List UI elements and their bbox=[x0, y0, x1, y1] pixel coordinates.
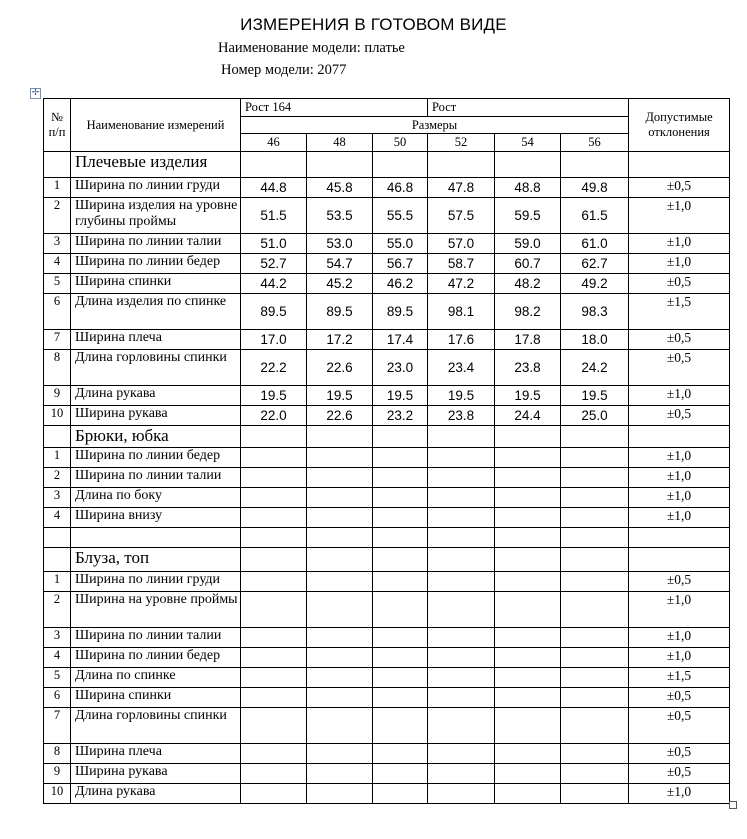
row-number: 2 bbox=[44, 198, 71, 234]
measurement-name: Ширина по линии талии bbox=[71, 468, 241, 488]
empty-cell bbox=[428, 152, 495, 178]
table-row bbox=[44, 744, 730, 764]
table-row bbox=[44, 294, 730, 330]
size-header: 48 bbox=[307, 134, 373, 152]
tolerance-value: ±1,0 bbox=[629, 592, 730, 628]
row-number: 7 bbox=[44, 330, 71, 350]
row-number: 1 bbox=[44, 572, 71, 592]
table-row bbox=[44, 468, 730, 488]
section-title: Блуза, топ bbox=[71, 548, 241, 572]
measurement-name: Длина по спинке bbox=[71, 668, 241, 688]
empty-cell bbox=[629, 426, 730, 448]
tolerance-value: ±0,5 bbox=[629, 350, 730, 386]
table-row bbox=[44, 350, 730, 386]
measurement-value: 53.5 bbox=[307, 198, 373, 234]
measurement-name: Ширина по линии груди bbox=[71, 572, 241, 592]
measurement-value: 59.5 bbox=[495, 198, 561, 234]
tolerance-value: ±0,5 bbox=[629, 330, 730, 350]
table-row bbox=[44, 592, 730, 628]
row-number: 5 bbox=[44, 668, 71, 688]
measurement-value: 17.4 bbox=[373, 330, 428, 350]
measurement-value: 17.6 bbox=[428, 330, 495, 350]
empty-cell bbox=[428, 548, 495, 572]
measurement-value bbox=[373, 668, 428, 688]
measurement-value bbox=[307, 744, 373, 764]
measurement-value bbox=[561, 448, 629, 468]
empty-cell bbox=[495, 152, 561, 178]
row-number: 2 bbox=[44, 468, 71, 488]
measurement-value: 23.8 bbox=[495, 350, 561, 386]
measurement-value bbox=[561, 708, 629, 744]
empty-cell bbox=[561, 426, 629, 448]
measurement-value bbox=[561, 488, 629, 508]
measurement-value bbox=[241, 648, 307, 668]
measurement-value: 44.2 bbox=[241, 274, 307, 294]
section-number-cell bbox=[44, 152, 71, 178]
measurement-value: 17.8 bbox=[495, 330, 561, 350]
measurement-name: Ширина рукава bbox=[71, 764, 241, 784]
measurement-value bbox=[428, 764, 495, 784]
model-number: Номер модели: 2077 bbox=[221, 62, 347, 78]
empty-cell bbox=[428, 528, 495, 548]
end-of-row-mark bbox=[729, 801, 737, 809]
measurement-value: 19.5 bbox=[428, 386, 495, 406]
measurement-value: 60.7 bbox=[495, 254, 561, 274]
measurement-name: Длина по боку bbox=[71, 488, 241, 508]
measurement-value: 56.7 bbox=[373, 254, 428, 274]
empty-cell bbox=[561, 152, 629, 178]
row-number: 4 bbox=[44, 508, 71, 528]
row-number: 2 bbox=[44, 592, 71, 628]
table-row bbox=[44, 688, 730, 708]
measurement-value bbox=[428, 784, 495, 804]
tolerance-value: ±1,0 bbox=[629, 198, 730, 234]
header-tolerance: Допустимые отклонения bbox=[629, 99, 730, 152]
measurement-value bbox=[307, 488, 373, 508]
row-number: 6 bbox=[44, 688, 71, 708]
tolerance-value: ±1,0 bbox=[629, 386, 730, 406]
measurement-value: 61.0 bbox=[561, 234, 629, 254]
measurement-name: Ширина внизу bbox=[71, 508, 241, 528]
measurement-value: 23.4 bbox=[428, 350, 495, 386]
section-number-cell bbox=[44, 548, 71, 572]
section-row bbox=[44, 426, 730, 448]
measurement-value bbox=[307, 508, 373, 528]
measurement-value: 45.2 bbox=[307, 274, 373, 294]
blank-row bbox=[44, 528, 730, 548]
measurement-value bbox=[373, 744, 428, 764]
table-row bbox=[44, 406, 730, 426]
empty-cell bbox=[307, 528, 373, 548]
table-row bbox=[44, 178, 730, 198]
empty-cell bbox=[495, 426, 561, 448]
measurement-value bbox=[373, 688, 428, 708]
measurement-value: 17.2 bbox=[307, 330, 373, 350]
header-height-2: Рост bbox=[428, 99, 629, 117]
measurement-value: 23.8 bbox=[428, 406, 495, 426]
section-title: Плечевые изделия bbox=[71, 152, 241, 178]
measurement-value bbox=[495, 668, 561, 688]
table-row bbox=[44, 198, 730, 234]
empty-cell bbox=[307, 548, 373, 572]
measurement-value: 25.0 bbox=[561, 406, 629, 426]
header-sizes: Размеры bbox=[241, 117, 629, 134]
measurement-name: Ширина по линии бедер bbox=[71, 254, 241, 274]
measurement-value bbox=[307, 448, 373, 468]
tolerance-value: ±1,0 bbox=[629, 254, 730, 274]
measurement-value bbox=[307, 708, 373, 744]
row-number: 7 bbox=[44, 708, 71, 744]
measurement-value bbox=[241, 668, 307, 688]
section-title: Брюки, юбка bbox=[71, 426, 241, 448]
measurement-value bbox=[428, 448, 495, 468]
measurement-value: 53.0 bbox=[307, 234, 373, 254]
row-number: 10 bbox=[44, 406, 71, 426]
empty-cell bbox=[241, 548, 307, 572]
measurement-name: Ширина плеча bbox=[71, 744, 241, 764]
measurement-value: 57.5 bbox=[428, 198, 495, 234]
measurement-value bbox=[428, 648, 495, 668]
header-height-1: Рост 164 bbox=[241, 99, 428, 117]
measurement-value: 22.2 bbox=[241, 350, 307, 386]
measurement-value bbox=[495, 628, 561, 648]
measurement-value: 24.2 bbox=[561, 350, 629, 386]
table-row bbox=[44, 764, 730, 784]
measurement-value bbox=[495, 764, 561, 784]
empty-cell bbox=[428, 426, 495, 448]
empty-cell bbox=[241, 426, 307, 448]
measurement-value: 46.2 bbox=[373, 274, 428, 294]
measurement-value bbox=[373, 592, 428, 628]
measurement-value: 19.5 bbox=[307, 386, 373, 406]
measurement-value bbox=[428, 508, 495, 528]
table-move-handle-icon[interactable]: ✢ bbox=[31, 88, 40, 98]
measurement-value bbox=[373, 572, 428, 592]
table-row bbox=[44, 448, 730, 468]
measurement-value bbox=[373, 488, 428, 508]
measurement-value bbox=[241, 448, 307, 468]
measurement-name: Ширина спинки bbox=[71, 274, 241, 294]
measurement-value bbox=[495, 508, 561, 528]
measurement-value bbox=[561, 668, 629, 688]
measurement-value bbox=[428, 572, 495, 592]
measurement-value bbox=[373, 508, 428, 528]
measurement-value: 22.6 bbox=[307, 350, 373, 386]
measurement-value: 49.2 bbox=[561, 274, 629, 294]
empty-cell bbox=[307, 152, 373, 178]
measurement-value: 98.2 bbox=[495, 294, 561, 330]
tolerance-value: ±1,5 bbox=[629, 294, 730, 330]
tolerance-value: ±1,0 bbox=[629, 448, 730, 468]
measurement-value bbox=[428, 668, 495, 688]
model-name: Наименование модели: платье bbox=[218, 40, 405, 56]
measurement-value: 89.5 bbox=[307, 294, 373, 330]
row-number: 6 bbox=[44, 294, 71, 330]
measurement-value bbox=[307, 592, 373, 628]
size-header: 52 bbox=[428, 134, 495, 152]
measurement-value bbox=[307, 784, 373, 804]
empty-cell bbox=[373, 426, 428, 448]
empty-cell bbox=[241, 152, 307, 178]
measurement-value bbox=[561, 744, 629, 764]
tolerance-value: ±1,0 bbox=[629, 488, 730, 508]
measurement-value bbox=[241, 592, 307, 628]
measurement-value bbox=[373, 448, 428, 468]
measurement-value bbox=[373, 648, 428, 668]
measurement-name: Ширина по линии груди bbox=[71, 178, 241, 198]
measurement-name: Ширина плеча bbox=[71, 330, 241, 350]
measurement-value: 49.8 bbox=[561, 178, 629, 198]
table-row bbox=[44, 648, 730, 668]
measurement-value: 98.1 bbox=[428, 294, 495, 330]
section-row bbox=[44, 152, 730, 178]
table-row bbox=[44, 386, 730, 406]
row-number: 3 bbox=[44, 234, 71, 254]
measurement-value bbox=[428, 688, 495, 708]
measurement-name: Ширина по линии талии bbox=[71, 628, 241, 648]
empty-cell bbox=[561, 528, 629, 548]
measurement-name: Длина рукава bbox=[71, 784, 241, 804]
row-number: 9 bbox=[44, 764, 71, 784]
size-header: 56 bbox=[561, 134, 629, 152]
measurement-name: Длина рукава bbox=[71, 386, 241, 406]
measurement-value: 19.5 bbox=[561, 386, 629, 406]
measurement-value: 47.2 bbox=[428, 274, 495, 294]
measurement-value: 48.2 bbox=[495, 274, 561, 294]
table-row bbox=[44, 784, 730, 804]
empty-cell bbox=[71, 528, 241, 548]
section-row bbox=[44, 548, 730, 572]
empty-cell bbox=[629, 528, 730, 548]
row-number: 8 bbox=[44, 744, 71, 764]
measurement-value: 61.5 bbox=[561, 198, 629, 234]
measurement-value bbox=[241, 764, 307, 784]
tolerance-value: ±1,5 bbox=[629, 668, 730, 688]
empty-cell bbox=[495, 548, 561, 572]
measurement-value bbox=[373, 708, 428, 744]
measurement-value bbox=[307, 628, 373, 648]
measurement-value bbox=[561, 468, 629, 488]
tolerance-value: ±0,5 bbox=[629, 764, 730, 784]
measurement-value bbox=[428, 708, 495, 744]
empty-cell bbox=[44, 528, 71, 548]
table-row bbox=[44, 628, 730, 648]
measurement-value bbox=[428, 744, 495, 764]
row-number: 1 bbox=[44, 178, 71, 198]
measurement-value: 19.5 bbox=[373, 386, 428, 406]
empty-cell bbox=[241, 528, 307, 548]
size-header: 50 bbox=[373, 134, 428, 152]
row-number: 3 bbox=[44, 628, 71, 648]
measurement-value: 46.8 bbox=[373, 178, 428, 198]
header-measurement-name: Наименование измерений bbox=[71, 99, 241, 152]
measurement-name: Ширина рукава bbox=[71, 406, 241, 426]
table-row bbox=[44, 254, 730, 274]
measurement-value: 23.0 bbox=[373, 350, 428, 386]
measurement-value bbox=[495, 744, 561, 764]
tolerance-value: ±0,5 bbox=[629, 572, 730, 592]
measurement-value bbox=[561, 648, 629, 668]
measurement-value: 89.5 bbox=[241, 294, 307, 330]
measurement-value bbox=[495, 688, 561, 708]
row-number: 9 bbox=[44, 386, 71, 406]
measurement-value bbox=[307, 764, 373, 784]
measurement-value: 62.7 bbox=[561, 254, 629, 274]
page-title: ИЗМЕРЕНИЯ В ГОТОВОМ ВИДЕ bbox=[240, 15, 507, 34]
measurement-name: Ширина спинки bbox=[71, 688, 241, 708]
row-number: 5 bbox=[44, 274, 71, 294]
measurement-value bbox=[307, 468, 373, 488]
measurement-value bbox=[241, 708, 307, 744]
row-number: 10 bbox=[44, 784, 71, 804]
measurement-value bbox=[495, 708, 561, 744]
empty-cell bbox=[373, 548, 428, 572]
measurement-value: 48.8 bbox=[495, 178, 561, 198]
measurement-value: 57.0 bbox=[428, 234, 495, 254]
measurement-value bbox=[241, 468, 307, 488]
measurement-name: Ширина изделия на уровне глубины проймы bbox=[71, 198, 241, 234]
empty-cell bbox=[629, 152, 730, 178]
measurement-value bbox=[428, 628, 495, 648]
tolerance-value: ±1,0 bbox=[629, 648, 730, 668]
row-number: 4 bbox=[44, 254, 71, 274]
empty-cell bbox=[629, 548, 730, 572]
measurement-value: 19.5 bbox=[241, 386, 307, 406]
measurement-value bbox=[495, 448, 561, 468]
measurement-value: 51.0 bbox=[241, 234, 307, 254]
row-number: 4 bbox=[44, 648, 71, 668]
measurement-value bbox=[561, 688, 629, 708]
measurement-value bbox=[495, 468, 561, 488]
table-row bbox=[44, 234, 730, 254]
tolerance-value: ±1,0 bbox=[629, 234, 730, 254]
measurement-value bbox=[241, 572, 307, 592]
measurement-value: 54.7 bbox=[307, 254, 373, 274]
tolerance-value: ±0,5 bbox=[629, 406, 730, 426]
measurement-name: Ширина по линии бедер bbox=[71, 448, 241, 468]
measurement-value bbox=[561, 764, 629, 784]
measurement-value bbox=[561, 628, 629, 648]
measurement-value bbox=[373, 628, 428, 648]
measurement-value bbox=[561, 784, 629, 804]
tolerance-value: ±0,5 bbox=[629, 708, 730, 744]
measurement-value bbox=[307, 648, 373, 668]
measurement-value bbox=[241, 688, 307, 708]
table-row bbox=[44, 330, 730, 350]
size-header: 46 bbox=[241, 134, 307, 152]
header-number: № п/п bbox=[44, 99, 71, 152]
measurement-value bbox=[373, 784, 428, 804]
measurement-value: 19.5 bbox=[495, 386, 561, 406]
measurement-value bbox=[241, 744, 307, 764]
measurement-value bbox=[241, 628, 307, 648]
measurement-value: 47.8 bbox=[428, 178, 495, 198]
measurement-name: Длина изделия по спинке bbox=[71, 294, 241, 330]
measurement-name: Длина горловины спинки bbox=[71, 350, 241, 386]
empty-cell bbox=[373, 528, 428, 548]
measurement-value bbox=[495, 592, 561, 628]
measurement-value: 17.0 bbox=[241, 330, 307, 350]
measurement-value bbox=[561, 592, 629, 628]
table-row bbox=[44, 488, 730, 508]
measurement-value: 59.0 bbox=[495, 234, 561, 254]
section-number-cell bbox=[44, 426, 71, 448]
measurement-value: 22.6 bbox=[307, 406, 373, 426]
tolerance-value: ±0,5 bbox=[629, 744, 730, 764]
table-row bbox=[44, 274, 730, 294]
measurement-value: 18.0 bbox=[561, 330, 629, 350]
measurement-value bbox=[373, 764, 428, 784]
measurement-value bbox=[241, 784, 307, 804]
measurement-value bbox=[428, 488, 495, 508]
measurement-value bbox=[307, 572, 373, 592]
measurement-value bbox=[495, 572, 561, 592]
tolerance-value: ±1,0 bbox=[629, 468, 730, 488]
table-row bbox=[44, 708, 730, 744]
row-number: 1 bbox=[44, 448, 71, 468]
tolerance-value: ±1,0 bbox=[629, 628, 730, 648]
measurement-value bbox=[428, 468, 495, 488]
measurement-name: Ширина на уровне проймы bbox=[71, 592, 241, 628]
measurement-value bbox=[241, 508, 307, 528]
tolerance-value: ±0,5 bbox=[629, 274, 730, 294]
measurement-value: 55.0 bbox=[373, 234, 428, 254]
table-row bbox=[44, 572, 730, 592]
measurement-value bbox=[373, 468, 428, 488]
empty-cell bbox=[307, 426, 373, 448]
measurement-name: Длина горловины спинки bbox=[71, 708, 241, 744]
empty-cell bbox=[373, 152, 428, 178]
table-row bbox=[44, 508, 730, 528]
tolerance-value: ±1,0 bbox=[629, 508, 730, 528]
measurement-value: 98.3 bbox=[561, 294, 629, 330]
measurement-value: 52.7 bbox=[241, 254, 307, 274]
measurement-value: 89.5 bbox=[373, 294, 428, 330]
measurement-value: 24.4 bbox=[495, 406, 561, 426]
measurement-value: 44.8 bbox=[241, 178, 307, 198]
measurements-table bbox=[43, 98, 730, 804]
tolerance-value: ±0,5 bbox=[629, 688, 730, 708]
measurement-value: 58.7 bbox=[428, 254, 495, 274]
size-header: 54 bbox=[495, 134, 561, 152]
tolerance-value: ±1,0 bbox=[629, 784, 730, 804]
measurement-value bbox=[307, 668, 373, 688]
measurement-value bbox=[495, 648, 561, 668]
table-row bbox=[44, 668, 730, 688]
measurement-value bbox=[428, 592, 495, 628]
tolerance-value: ±0,5 bbox=[629, 178, 730, 198]
measurement-name: Ширина по линии талии bbox=[71, 234, 241, 254]
measurement-value bbox=[307, 688, 373, 708]
measurement-value: 51.5 bbox=[241, 198, 307, 234]
row-number: 3 bbox=[44, 488, 71, 508]
measurement-value: 23.2 bbox=[373, 406, 428, 426]
measurement-value: 45.8 bbox=[307, 178, 373, 198]
measurement-value bbox=[495, 784, 561, 804]
measurement-value bbox=[561, 508, 629, 528]
measurement-value: 55.5 bbox=[373, 198, 428, 234]
measurement-name: Ширина по линии бедер bbox=[71, 648, 241, 668]
measurement-value bbox=[241, 488, 307, 508]
empty-cell bbox=[495, 528, 561, 548]
measurement-value bbox=[561, 572, 629, 592]
row-number: 8 bbox=[44, 350, 71, 386]
empty-cell bbox=[561, 548, 629, 572]
measurement-value: 22.0 bbox=[241, 406, 307, 426]
measurement-value bbox=[495, 488, 561, 508]
